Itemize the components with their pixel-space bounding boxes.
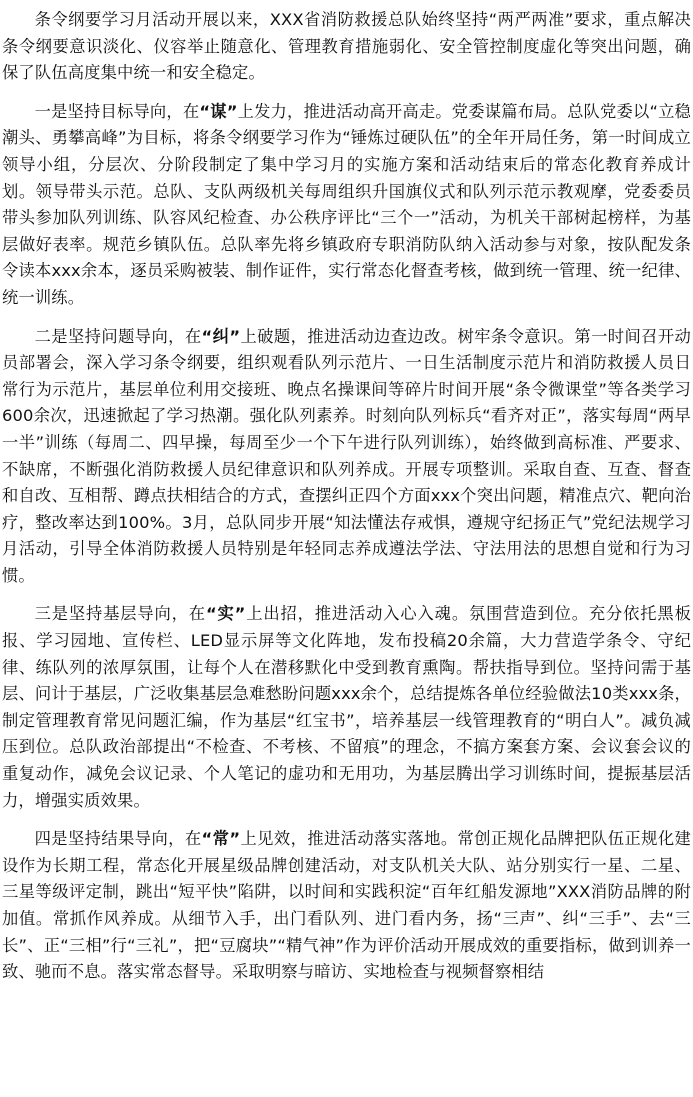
paragraph-goal-body: 上发力，推进活动高开高走。党委谋篇布局。总队党委以“立稳潮头、勇攀高峰”为目标，将条令纲要学习作为“锤炼过硬队伍”的全年开局任务，第一时间成立领导小组，分层次、分阶段制定了集中学习月的实施方案和活动结束后的常态化教育养成计划。领导带头示范。总队、支队两级机关每周组织升国旗仪式和队列示范示教观摩，党委委员带头参加队列训练、队容风纪检查、办公秩序评比“三个一”活动，为机关干部树起榜样，为基层做好表率。规范乡镇队伍。总队率先将乡镇政府专职消防队纳入活动参与对象，按队配发条令读本xxx余本，逐员采购被装、制作证件，实行常态化督查考核，做到统一管理、统一纪律、统一训练。 xyxy=(2,101,691,307)
paragraph-problem-lead: 二是坚持问题导向，在 xyxy=(34,326,202,346)
paragraph-grassroots-orientation xyxy=(2,601,691,814)
paragraph-goal-keyword: “谋” xyxy=(199,101,238,121)
paragraph-problem-keyword: “纠” xyxy=(201,326,241,346)
paragraph-problem-body: 上破题，推进活动边查边改。树牢条令意识。第一时间召开动员部署会，深入学习条令纲要，组织观看队列示范片、一日生活制度示范片和消防救援人员日常行为示范片，基层单位利用交接班、晚点名操课间等碎片时间开展“条令微课堂”等各类学习600余次，迅速掀起了学习热潮。强化队列素养。时刻向队列标兵“看齐对正”，落实每周“两早一半”训练（每周二、四早操，每周至少一个下午进行队列训练），始终做到高标准、严要求、不缺席，不断强化消防救援人员纪律意识和队列养成。开展专项整训。采取自查、互查、督查和自改、互相帮、蹲点扶相结合的方式，查摆纠正四个方面xxx个突出问题，精准点穴、靶向治疗，整改率达到100%。3月，总队同步开展“知法懂法存戒惧，遵规守纪扬正气”党纪法规学习月活动，引导全体消防救援人员特别是年轻同志养成遵法学法、守法用法的思想自觉和行为习惯。 xyxy=(2,326,691,585)
paragraph-grassroots-lead: 三是坚持基层导向，在 xyxy=(34,604,206,624)
paragraph-result-orientation xyxy=(2,826,691,986)
paragraph-intro-text: 条令纲要学习月活动开展以来，XXX省消防救援总队始终坚持“两严两准”要求，重点解决条令纲要意识淡化、仪容举止随意化、管理教育措施弱化、安全管控制度虚化等突出问题，确保了队伍高度集中统一和安全稳定。 xyxy=(2,10,691,83)
paragraph-result-keyword: “常” xyxy=(201,829,241,849)
paragraph-goal-orientation xyxy=(2,99,691,312)
paragraph-result-body: 上见效，推进活动落实落地。常创正规化品牌把队伍正规化建设作为长期工程，常态化开展星级品牌创建活动，对支队机关大队、站分别实行一星、二星、三星等级评定制，跳出“短平快”陷阱，以时间和实践积淀“百年红船发源地”XXX消防品牌的附加值。常抓作风养成。从细节入手，出门看队列、进门看内务，扬“三声”、纠“三手”、去“三长”、正“三相”行“三礼”，把“豆腐块”“精气神”作为评价活动开展成效的重要指标，做到训养一致、驰而不息。落实常态督导。采取明察与暗访、实地检查与视频督察相结 xyxy=(2,829,691,982)
paragraph-grassroots-keyword: “实” xyxy=(205,604,246,624)
paragraph-intro xyxy=(2,7,691,87)
paragraph-problem-orientation xyxy=(2,324,691,590)
paragraph-grassroots-body: 上出招，推进活动入心入魂。氛围营造到位。充分依托黑板报、学习园地、宣传栏、LED显示屏等文化阵地，发布投稿20余篇，大力营造学条令、守纪律、练队列的浓厚氛围，让每个人在潜移默化中受到教育熏陶。帮扶指导到位。坚持问需于基层、问计于基层，广泛收集基层急难愁盼问题xxx余个，总结提炼各单位经验做法10类xxx条，制定管理教育常见问题汇编，作为基层“红宝书”，培养基层一线管理教育的“明白人”。减负减压到位。总队政治部提出“不检查、不考核、不留痕”的理念，不搞方案套方案、会议套会议的重复动作，减免会议记录、个人笔记的虚功和无用功，为基层腾出学习训练时间，提振基层活力，增强实质效果。 xyxy=(2,604,691,810)
paragraph-goal-lead: 一是坚持目标导向，在 xyxy=(34,101,200,121)
paragraph-result-lead: 四是坚持结果导向，在 xyxy=(34,829,202,849)
